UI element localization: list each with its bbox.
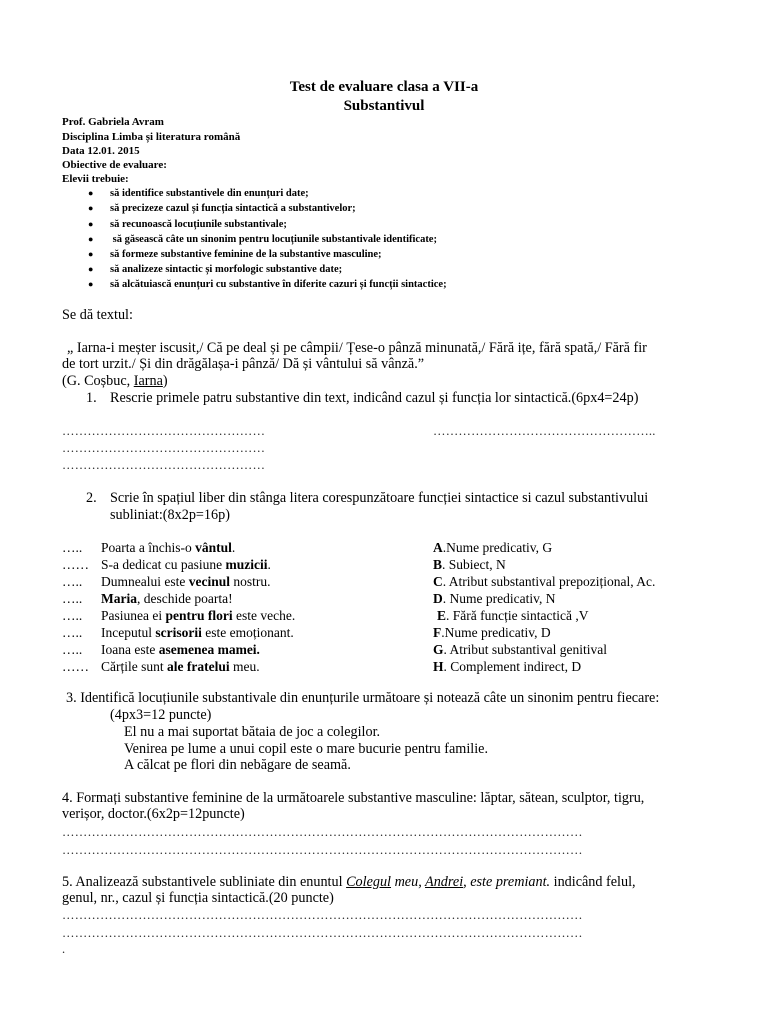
poem-line-1: „ Iarna-i meșter iscusit,/ Că pe deal și pe câmpii/ Țese-o pânză minunată,/ Fără ițe, fără spată,/ Fără fir — [67, 340, 647, 356]
answer-blank: ….. — [62, 591, 83, 606]
ex2-option: F.Nume predicativ, D — [433, 625, 551, 640]
ex2-line-2: subliniat:(8x2p=16p) — [110, 507, 230, 523]
ex2-number: 2. — [86, 490, 97, 506]
answer-dots: …………………………………………………………………………………………………………… — [62, 926, 583, 940]
ex3-sentence: El nu a mai suportat bătaia de joc a colegilor. — [124, 724, 381, 740]
answer-blank: ….. — [62, 625, 83, 640]
list-item: ● să formeze substantive feminine de la substantive masculine; — [88, 249, 382, 260]
ex2-sentence: Inceputul scrisorii este emoționant. — [101, 625, 294, 640]
ex3-sentence: A călcat pe flori din nebăgare de seamă. — [124, 757, 351, 773]
answer-blank: ….. — [62, 540, 83, 555]
answer-dots: ………………………………………… — [62, 424, 266, 438]
answer-blank: …… — [62, 659, 89, 674]
answer-dots: …………………………………………………………………………………………………………… — [62, 843, 583, 857]
answer-blank: ….. — [62, 574, 83, 589]
ex2-option: E. Fără funcție sintactică ,V — [437, 608, 589, 623]
list-item: ● să recunoască locuțiunile substantivale; — [88, 219, 287, 230]
ex2-line-1: Scrie în spațiul liber din stânga litera corespunzătoare funcției sintactice si cazul substantivului — [110, 490, 649, 506]
subject-name: Disciplina Limba și literatura română — [62, 131, 241, 143]
list-item: ● să precizeze cazul și funcția sintactică a substantivelor; — [88, 203, 356, 214]
ex2-sentence: Cărțile sunt ale fratelui meu. — [101, 659, 260, 674]
bullet-icon: ● — [88, 203, 94, 213]
answer-dots: ………………………………………… — [62, 458, 266, 472]
ex2-sentence: Pasiunea ei pentru flori este veche. — [101, 608, 296, 623]
ex1-number: 1. — [86, 390, 97, 406]
ex2-option: A.Nume predicativ, G — [433, 540, 553, 555]
bullet-icon: ● — [88, 188, 94, 198]
answer-blank: ….. — [62, 642, 83, 657]
answer-dots: …………………………………………………………………………………………………………… — [62, 825, 583, 839]
answer-dots-tail: . — [62, 942, 66, 956]
ex4-line-1: 4. Formați substantive feminine de la următoarele substantive masculine: lăptar, sătean, sculptor, tigru, — [62, 790, 645, 806]
ex2-option: H. Complement indirect, D — [433, 659, 582, 674]
bullet-icon: ● — [88, 279, 94, 289]
ex3-line-1: 3. Identifică locuțiunile substantivale din enunțurile următoare și notează câte un sinonim pentru fiecare: — [66, 690, 660, 706]
ex2-sentence: Maria, deschide poarta! — [101, 591, 233, 606]
ex1-text: Rescrie primele patru substantive din text, indicând cazul și funcția lor sintactică.(6px4=24p) — [110, 390, 639, 406]
ex2-sentence: Poarta a închis-o vântul. — [101, 540, 236, 555]
ex5-line-1: 5. Analizează substantivele subliniate din enuntul Colegul meu, Andrei, este premiant. indicând felul, — [62, 874, 636, 890]
answer-dots: ………………………………………… — [62, 441, 266, 455]
answer-dots: …………………………………………………………………………………………………………… — [62, 908, 583, 922]
ex2-option: G. Atribut substantival genitival — [433, 642, 607, 657]
bullet-icon: ● — [88, 234, 94, 244]
ex3-line-2: (4px3=12 puncte) — [110, 707, 212, 723]
poem-line-2: de tort urzit./ Și din drăgălașa-i pânză/ Dă și vântului să vânză.” — [62, 356, 425, 372]
ex4-line-2: verișor, doctor.(6x2p=12puncte) — [62, 806, 245, 822]
objectives-label: Obiective de evaluare: — [62, 159, 167, 171]
page-title: Test de evaluare clasa a VII-a — [289, 79, 479, 95]
ex2-sentence: Ioana este asemenea mamei. — [101, 642, 260, 657]
list-item: ● să găsească câte un sinonim pentru locuțiunile substantivale identificate; — [88, 234, 437, 245]
bullet-icon: ● — [88, 249, 94, 259]
ex5-line-2: genul, nr., cazul și funcția sintactică.(20 puncte) — [62, 890, 334, 906]
list-item: ● să analizeze sintactic și morfologic substantive date; — [88, 264, 343, 275]
ex2-option: D. Nume predicativ, N — [433, 591, 556, 606]
answer-blank: ….. — [62, 608, 83, 623]
poem-source: (G. Coșbuc, Iarna) — [62, 373, 168, 389]
ex2-sentence: Dumnealui este vecinul nostru. — [101, 574, 271, 589]
test-date: Data 12.01. 2015 — [62, 145, 140, 157]
page-subtitle: Substantivul — [343, 98, 425, 114]
answer-blank: …… — [62, 557, 89, 572]
bullet-icon: ● — [88, 264, 94, 274]
ex2-sentence: S-a dedicat cu pasiune muzicii. — [101, 557, 271, 572]
students-label: Elevii trebuie: — [62, 173, 129, 185]
bullet-icon: ● — [88, 219, 94, 229]
list-item: ● să alcătuiască enunțuri cu substantive în diferite cazuri și funcții sintactice; — [88, 279, 447, 290]
teacher-name: Prof. Gabriela Avram — [62, 116, 164, 128]
ex2-option: B. Subiect, N — [433, 557, 506, 572]
list-item: ● să identifice substantivele din enunțuri date; — [88, 188, 309, 199]
text-intro: Se dă textul: — [62, 307, 133, 323]
ex2-option: C. Atribut substantival prepozițional, Ac. — [433, 574, 656, 589]
ex3-sentence: Venirea pe lume a unui copil este o mare bucurie pentru familie. — [124, 741, 489, 757]
answer-dots: …………………………………………….. — [433, 424, 656, 438]
